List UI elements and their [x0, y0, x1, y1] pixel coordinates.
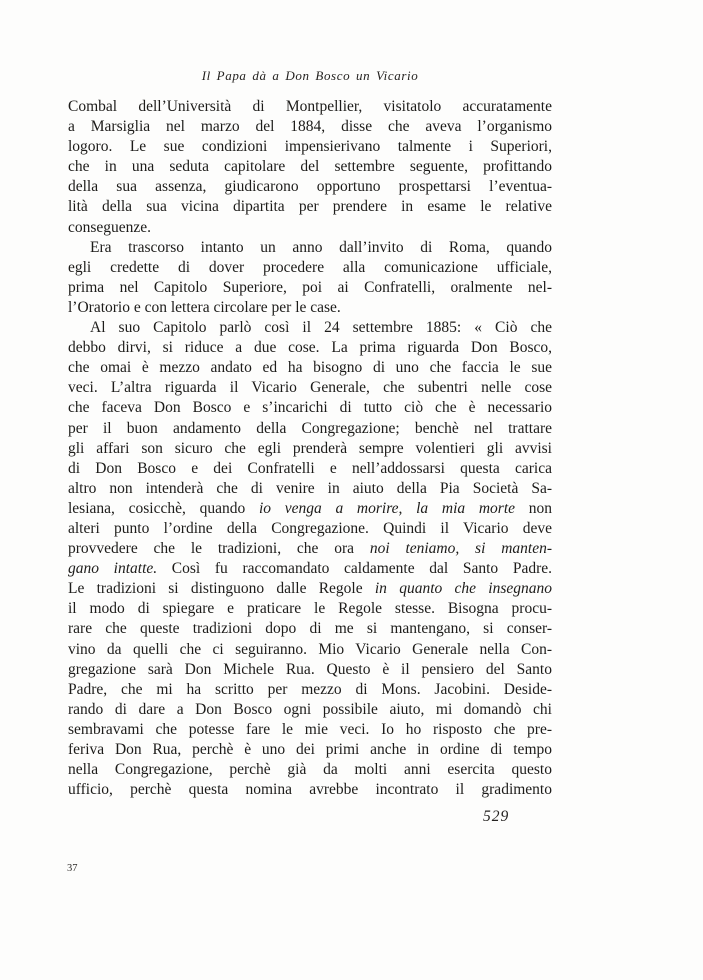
text-line: gli affari son sicuro che egli prenderà sempre volentieri gli avvisi — [68, 439, 552, 457]
text-line: egli credette di dover procedere alla comunicazione ufficiale, — [68, 258, 552, 276]
text-line: gano intatte. Così fu raccomandato caldamente dal Santo Padre. — [68, 560, 552, 578]
text-line: Padre, che mi ha scritto per mezzo di Mons. Jacobini. Deside- — [68, 680, 552, 698]
text-line: logoro. Le sue condizioni impensierivano talmente i Superiori, — [68, 138, 552, 156]
text-line: alteri punto l’ordine della Congregazione. Quindi il Vicario deve — [68, 519, 552, 537]
text-line: nella Congregazione, perchè già da molti anni esercita questo — [68, 761, 552, 779]
text-line: provvedere che le tradizioni, che ora noi teniamo, si manten- — [68, 540, 552, 558]
text-line: altro non intenderà che di venire in aiuto della Pia Società Sa- — [68, 479, 552, 497]
text-line: di Don Bosco e dei Confratelli e nell’addossarsi questa carica — [68, 459, 552, 477]
text-line: Le tradizioni si distinguono dalle Regole in quanto che insegnano — [68, 580, 552, 598]
text-line: della sua assenza, giudicarono opportuno prospettarsi l’eventua- — [68, 178, 552, 196]
text-line: Al suo Capitolo parlò così il 24 settembre 1885: « Ciò che — [90, 319, 552, 337]
text-line: lesiana, cosicchè, quando io venga a morire, la mia morte non — [68, 499, 552, 517]
text-line: Combal dell’Università di Montpellier, visitatolo accuratamente — [68, 98, 552, 115]
text-line: Era trascorso intanto un anno dall’invito di Roma, quando — [90, 238, 552, 256]
text-line: conseguenze. — [68, 218, 152, 236]
text-line: feriva Don Rua, perchè è uno dei primi anche in ordine di tempo — [68, 741, 552, 758]
text-line: rare che queste tradizioni dopo di me si mantengano, si conser- — [68, 620, 552, 638]
text-line: vino da quelli che ci seguiranno. Mio Vicario Generale nella Con- — [68, 640, 552, 658]
signature-mark: 37 — [67, 863, 78, 874]
page-number: 529 — [483, 808, 510, 825]
text-line: il modo di spiegare e praticare le Regole stesse. Bisogna procu- — [68, 600, 552, 618]
text-line: che faceva Don Bosco e s’incarichi di tutto ciò che è necessario — [68, 399, 552, 417]
text-line: a Marsiglia nel marzo del 1884, disse che aveva l’organismo — [68, 118, 552, 136]
text-line: lità della sua vicina dipartita per prendere in esame le relative — [68, 198, 552, 216]
running-header: Il Papa dà a Don Bosco un Vicario — [201, 68, 419, 83]
text-line: per il buon andamento della Congregazione; benchè nel trattare — [68, 419, 552, 437]
text-line: debbo dirvi, si riduce a due cose. La prima riguarda Don Bosco, — [68, 339, 552, 357]
text-line: veci. L’altra riguarda il Vicario Generale, che subentri nelle cose — [68, 379, 552, 397]
text-line: ufficio, perchè questa nomina avrebbe incontrato il gradimento — [68, 781, 552, 799]
text-line: rando di dare a Don Bosco ogni possibile aiuto, mi domandò chi — [68, 700, 552, 718]
text-line: l’Oratorio e con lettera circolare per le case. — [68, 298, 341, 316]
text-line: prima nel Capitolo Superiore, poi ai Confratelli, oralmente nel- — [68, 278, 552, 296]
body-text — [68, 97, 552, 800]
text-line: che in una seduta capitolare del settembre seguente, profittando — [68, 158, 552, 176]
text-line: sembravami che potesse fare le mie veci. Io ho risposto che pre- — [68, 720, 552, 738]
text-line: gregazione sarà Don Michele Rua. Questo è il pensiero del Santo — [68, 660, 552, 678]
text-line: che omai è mezzo andato ed ha bisogno di uno che faccia le sue — [68, 359, 552, 377]
